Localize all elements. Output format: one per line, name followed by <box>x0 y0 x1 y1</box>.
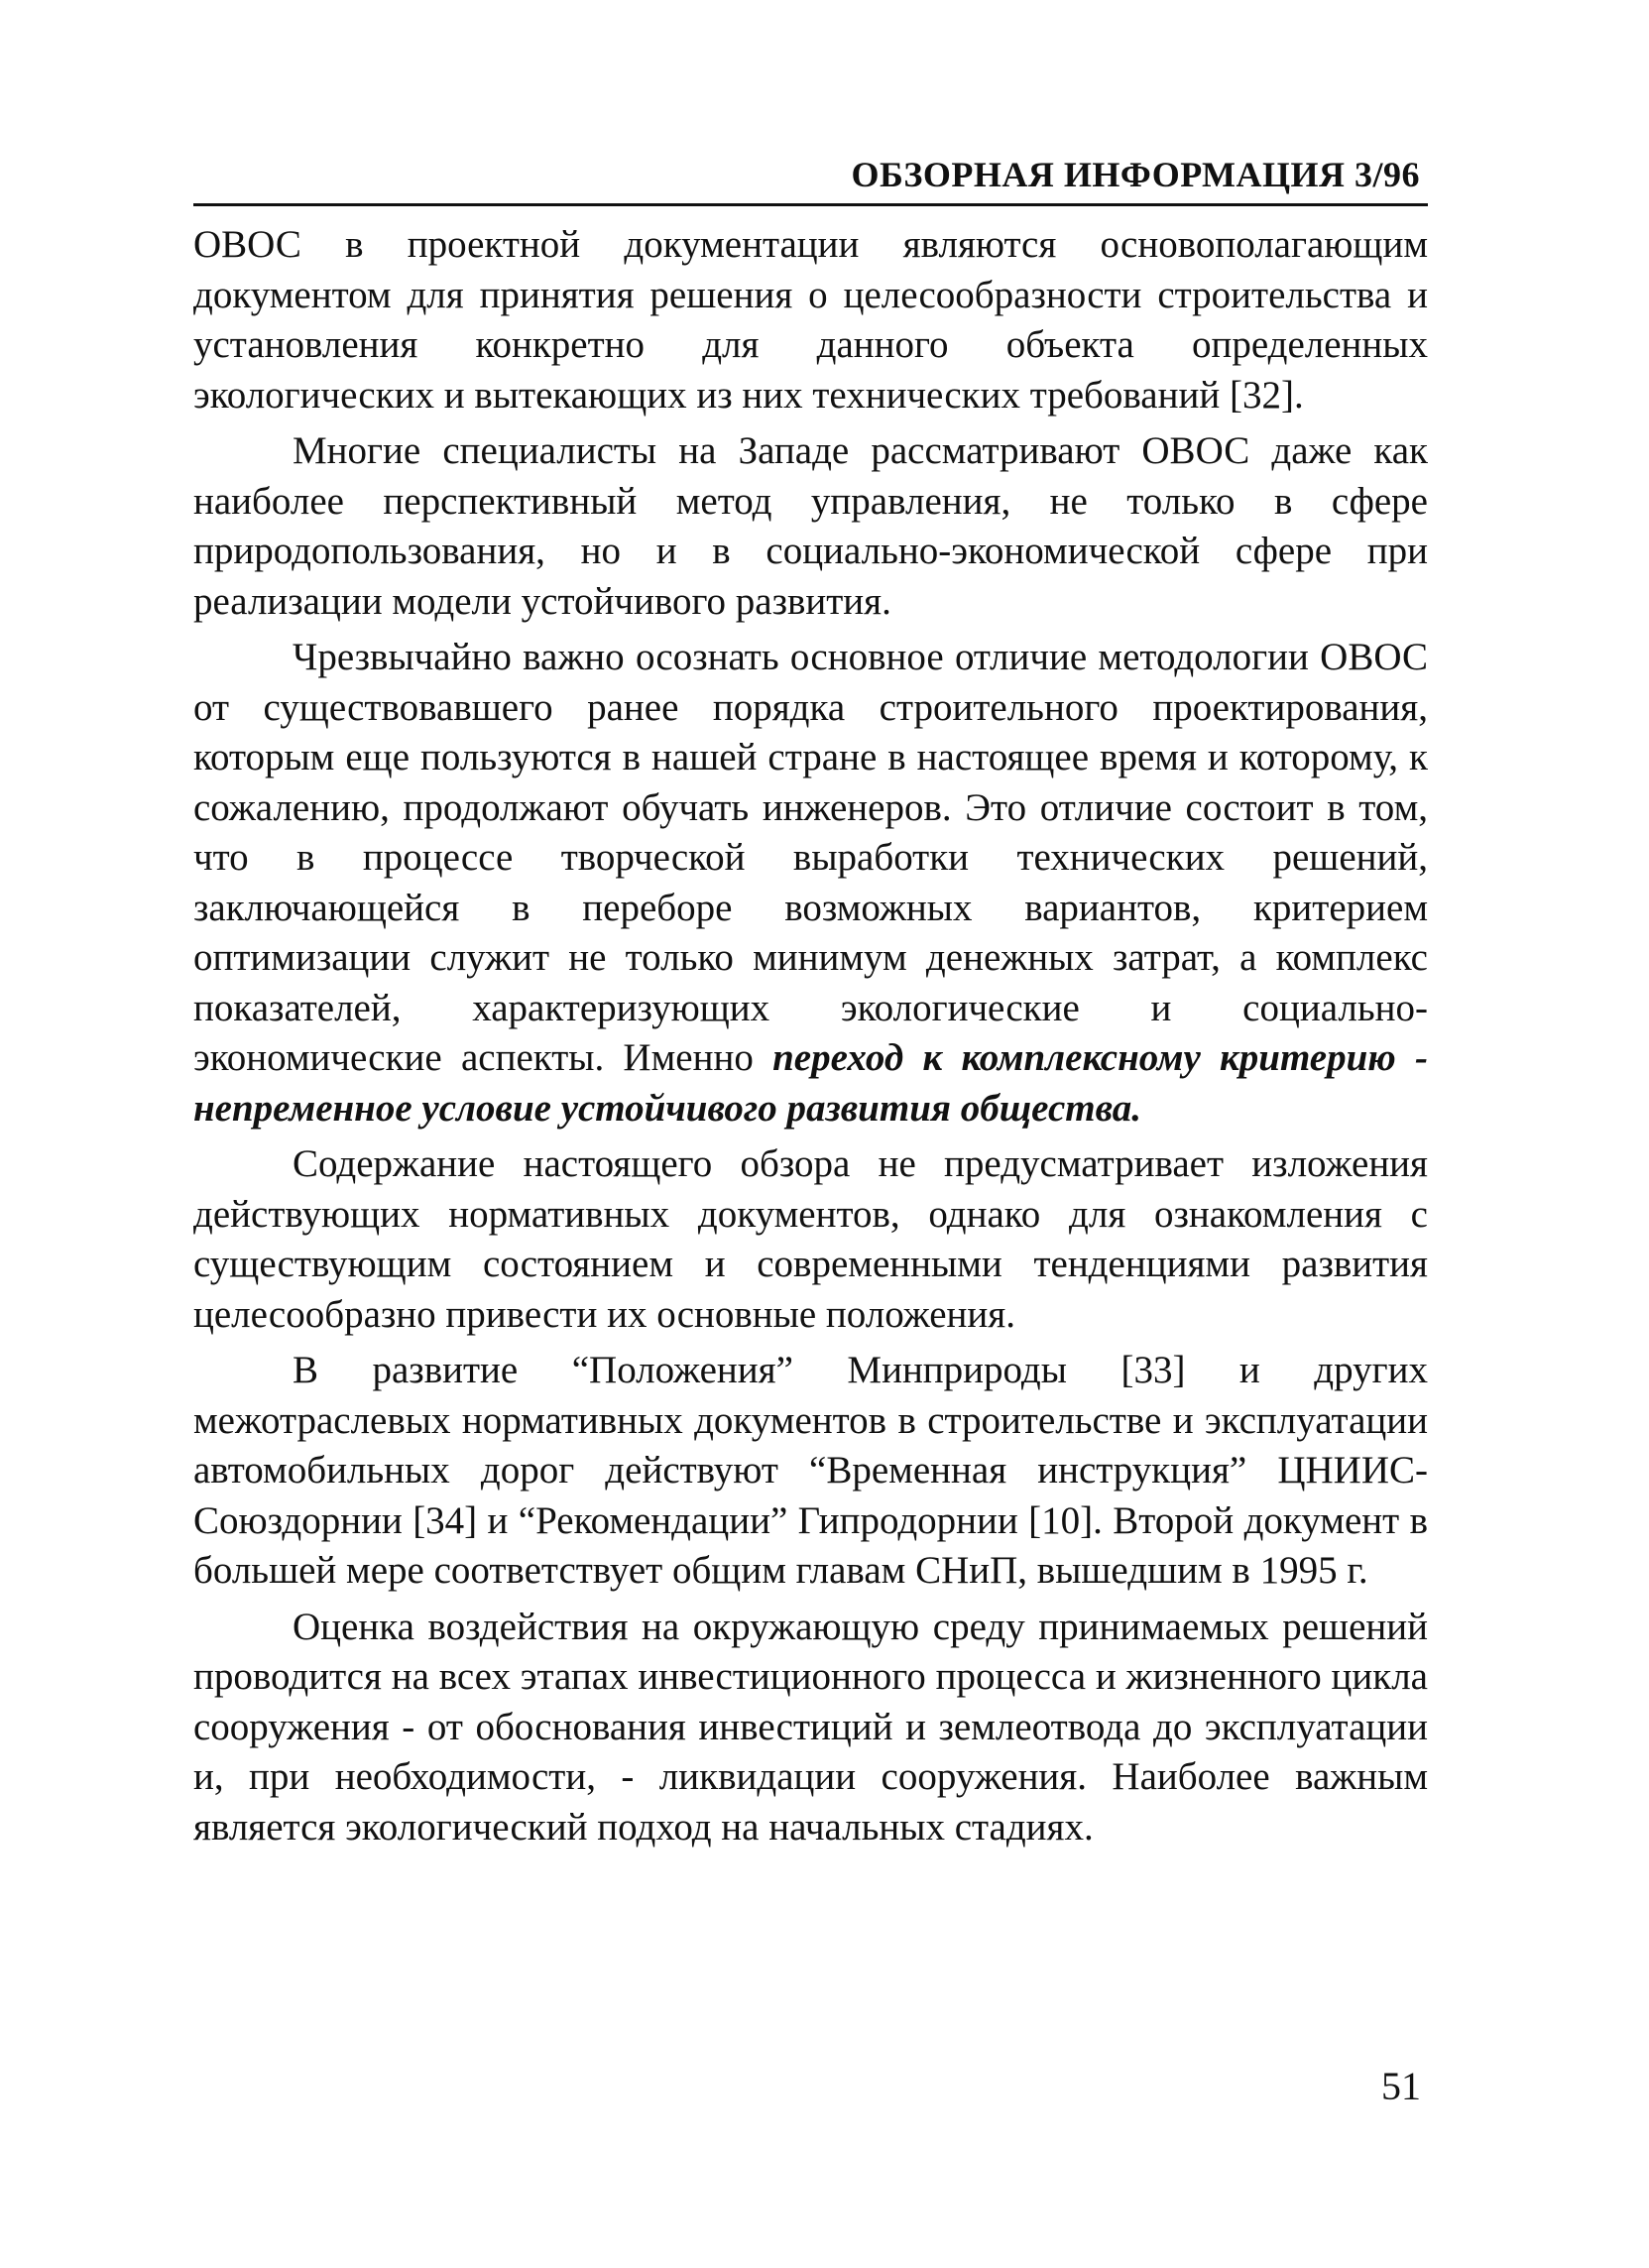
paragraph-2: Многие специалисты на Западе рассматривают ОВОС даже как наиболее перспективный метод управления, не только в сфере природопользования, но и в социально-экономической сфере при реализации модели устойчивого развития. <box>193 429 1428 623</box>
page-number: 51 <box>1381 2064 1421 2108</box>
paragraph-5: В развитие “Положения” Минприроды [33] и других межотраслевых нормативных документов в строительстве и эксплуатации автомобильных дорог действуют “Временная инструкция” ЦНИИС-Союздорнии [34] и “Рекомендации” Гипродорнии [10]. Второй документ в большей мере соответствует общим главам СНиП, вышедшим в 1995 г. <box>193 1349 1428 1592</box>
paragraph-4: Содержание настоящего обзора не предусматривает изложения действующих нормативных документов, однако для ознакомления с существующим состоянием и современными тенденциями развития целесообразно привести их основные положения. <box>193 1142 1428 1336</box>
paragraph-6: Оценка воздействия на окружающую среду принимаемых решений проводится на всех этапах инвестиционного процесса и жизненного цикла сооружения - от обоснования инвестиций и землеотвода до эксплуатации и, при необходимости, - ликвидации сооружения. Наиболее важным является экологический подход на начальных стадиях. <box>193 1605 1428 1849</box>
body-text <box>193 220 1428 1852</box>
running-header: ОБЗОРНАЯ ИНФОРМАЦИЯ 3/96 <box>193 154 1428 206</box>
emphasized-conclusion: переход к комплексному критерию - непременное условие устойчивого развития общества. <box>193 1036 1428 1130</box>
document-page <box>193 154 1428 1858</box>
paragraph-3 <box>193 633 1428 1134</box>
paragraph-1: ОВОС в проектной документации являются основополагающим документом для принятия решения о целесообразности строительства и установления конкретно для данного объекта определенных экологических и вытекающих из них технических требований [32]. <box>193 223 1428 417</box>
paragraph-3-text: Чрезвычайно важно осознать основное отличие методологии ОВОС от существовавшего ранее порядка строительного проектирования, которым еще пользуются в нашей стране в настоящее время и которому, к сожалению, продолжают обучать инженеров. Это отличие состоит в том, что в процессе творческой выработки технических решений, заключающейся в переборе возможных вариантов, критерием оптимизации служит не только минимум денежных затрат, а комплекс показателей, характеризующих экологические и социально-экономические аспекты. Именно <box>193 636 1428 1079</box>
